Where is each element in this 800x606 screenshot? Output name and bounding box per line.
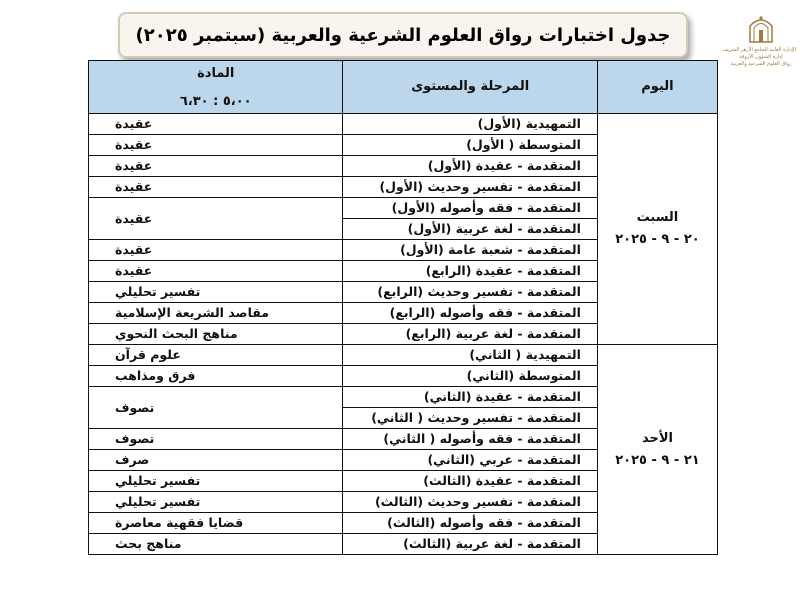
table-header-row [89,61,718,114]
subject-cell: مناهج البحث النحوي [89,324,343,345]
subject-cell: قضايا فقهية معاصرة [89,513,343,534]
logo-text-line-3: رواق العلوم الشرعية والعربية [730,61,792,67]
subject-cell: فرق ومذاهب [89,366,343,387]
stage-cell: المتقدمة - تفسير وحديث (الثالث) [343,492,597,513]
stage-cell: المتقدمة - فقه وأصوله ( الثاني) [343,429,597,450]
stage-cell: المتقدمة - عقيدة (الأول) [343,156,597,177]
subject-cell: عقيدة [89,135,343,156]
day-name: السبت [636,210,679,225]
header-subject [89,61,343,114]
table-row [89,345,718,366]
day-name: الأحد [641,430,673,446]
subject-cell: عقيدة [89,156,343,177]
day-cell-saturday [597,114,717,345]
institution-logo [722,14,796,86]
header-stage: المرحلة والمستوى [343,61,597,114]
stage-cell: المتوسطة ( الأول) [343,135,597,156]
subject-cell: عقيدة [89,198,343,240]
logo-text-line-1: الإدارة العامة للجامع الأزهر الشريف [722,47,796,53]
subject-cell: عقيدة [89,177,343,198]
stage-cell: المتقدمة - تفسير وحديث (الأول) [343,177,597,198]
header-subject-label: المادة [197,66,235,81]
stage-cell: المتقدمة - لغة عربية (الرابع) [343,324,597,345]
stage-cell: المتقدمة - لغة عربية (الأول) [343,219,597,240]
header-exam-time: ٥،٠٠ : ٦،٣٠ [179,94,252,109]
stage-cell: التمهيدية ( الثاني) [343,345,597,366]
stage-cell: المتقدمة - عقيدة (الثاني) [343,387,597,408]
subject-cell: عقيدة [89,240,343,261]
subject-cell: صرف [89,450,343,471]
stage-cell: المتوسطة (الثاني) [343,366,597,387]
subject-cell: مناهج بحث [89,534,343,555]
stage-cell: المتقدمة - عقيدة (الرابع) [343,261,597,282]
stage-cell: المتقدمة - لغة عربية (الثالث) [343,534,597,555]
stage-cell: المتقدمة - عقيدة (الثالث) [343,471,597,492]
exam-schedule-table [88,60,718,555]
day-cell-sunday [597,345,717,555]
header-day: اليوم [597,61,717,114]
subject-cell: تفسير تحليلي [89,471,343,492]
stage-cell: التمهيدية (الأول) [343,114,597,135]
subject-cell: عقيدة [89,114,343,135]
stage-cell: المتقدمة - عربي (الثاني) [343,450,597,471]
stage-cell: المتقدمة - شعبة عامة (الأول) [343,240,597,261]
stage-cell: المتقدمة - فقه وأصوله (الثالث) [343,513,597,534]
logo-text-line-2: إدارة الشؤون الأروقة [739,54,783,60]
subject-cell: مقاصد الشريعة الإسلامية [89,303,343,324]
subject-cell: عقيدة [89,261,343,282]
subject-cell: تصوف [89,387,343,429]
subject-cell: تفسير تحليلي [89,492,343,513]
stage-cell: المتقدمة - تفسير وحديث (الرابع) [343,282,597,303]
stage-cell: المتقدمة - فقه وأصوله (الأول) [343,198,597,219]
subject-cell: تفسير تحليلي [89,282,343,303]
table-row [89,114,718,135]
subject-cell: تصوف [89,429,343,450]
day-date: ٢٠ - ٩ - ٢٠٢٥ [615,232,700,247]
azhar-emblem-icon [748,14,774,44]
stage-cell: المتقدمة - فقه وأصوله (الرابع) [343,303,597,324]
subject-cell: علوم قرآن [89,345,343,366]
day-date: ٢١ - ٩ - ٢٠٢٥ [615,452,700,468]
page-title: جدول اختبارات رواق العلوم الشرعية والعربية (سبتمبر ٢٠٢٥) [118,12,688,58]
stage-cell: المتقدمة - تفسير وحديث ( الثاني) [343,408,597,429]
